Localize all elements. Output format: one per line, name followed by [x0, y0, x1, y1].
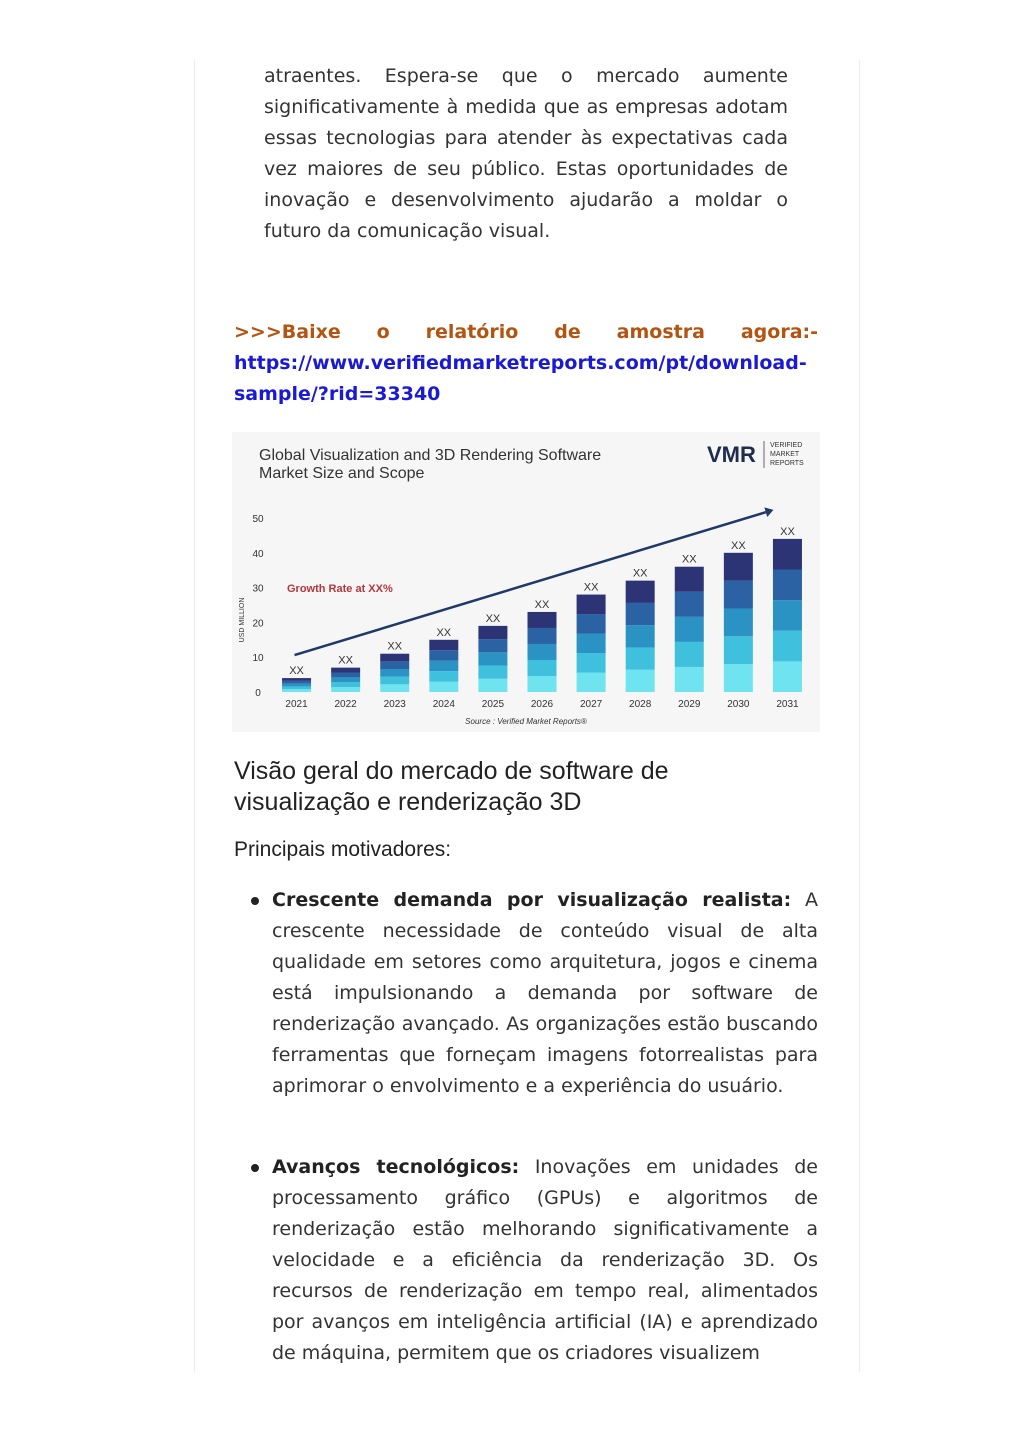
- bar-segment: [626, 581, 655, 603]
- bar-segment: [380, 684, 409, 692]
- bar-segment: [773, 570, 802, 601]
- y-tick-label: 30: [252, 583, 264, 595]
- y-axis-label: USD MILLION: [239, 597, 246, 643]
- list-item-label: Avanços tecnológicos:: [272, 1156, 520, 1178]
- bar-segment: [724, 608, 753, 636]
- bar-data-label: XX: [534, 598, 550, 611]
- bar-segment: [528, 612, 557, 628]
- logo-text-line-2: MARKET: [770, 451, 800, 458]
- bar-segment: [626, 647, 655, 669]
- bar-segment: [724, 553, 753, 581]
- y-tick-label: 40: [252, 548, 264, 560]
- bar-data-label: XX: [338, 654, 353, 667]
- bar-segment: [528, 628, 557, 644]
- bar-segment: [675, 667, 704, 692]
- bar-segment: [724, 636, 753, 664]
- x-tick-label: 2021: [285, 699, 308, 710]
- bar-segment: [282, 678, 311, 681]
- bar-segment: [282, 689, 311, 692]
- x-tick-label: 2030: [727, 699, 750, 710]
- bar-data-label: XX: [289, 665, 304, 678]
- bar-data-label: XX: [436, 626, 452, 639]
- bar-segment: [773, 661, 802, 692]
- x-tick-label: 2026: [530, 699, 554, 710]
- bar-segment: [528, 644, 557, 660]
- bar-segment: [478, 666, 507, 679]
- bar-segment: [675, 567, 704, 592]
- bar-segment: [675, 617, 704, 642]
- bar-segment: [626, 603, 655, 625]
- bar: [626, 581, 655, 692]
- chart-title-line-1: Global Visualization and 3D Rendering Software: [259, 447, 602, 464]
- x-tick-label: 2029: [678, 699, 701, 710]
- bar-data-label: XX: [731, 539, 746, 552]
- x-axis-ticks: [285, 699, 799, 710]
- bar-segment: [429, 661, 458, 671]
- x-tick-label: 2025: [481, 699, 505, 710]
- bar-segment: [478, 652, 507, 665]
- bar-segment: [331, 682, 360, 687]
- y-axis-ticks: [252, 514, 264, 699]
- chart-title-line-2: Market Size and Scope: [259, 465, 425, 482]
- bar-segment: [773, 600, 802, 631]
- bar: [773, 539, 802, 692]
- bar-segment: [724, 664, 753, 692]
- y-tick-label: 20: [252, 618, 264, 630]
- logo-mark: VMR: [707, 442, 756, 467]
- bar-segment: [773, 539, 802, 570]
- bar-segment: [380, 654, 409, 662]
- bar-segment: [675, 592, 704, 617]
- vmr-logo: [707, 441, 804, 468]
- growth-rate-annotation: Growth Rate at XX%: [287, 583, 393, 595]
- bar: [282, 678, 311, 692]
- bar: [380, 654, 409, 692]
- list-item: [234, 1152, 818, 1369]
- bars: [282, 539, 802, 692]
- bar-segment: [282, 686, 311, 689]
- list-item-label: Crescente demanda por visualização realista:: [272, 889, 792, 911]
- bar-segment: [478, 626, 507, 639]
- x-tick-label: 2031: [776, 699, 799, 710]
- y-tick-label: 10: [252, 653, 264, 665]
- list-item-text: Inovações em unidades de processamento gráfico (GPUs) e algoritmos de renderização estão melhorando significativamente a velocidade e a eficiência da renderização 3D. Os recursos de renderização em tempo real, alimentados por avanços em inteligência artificial (IA) e aprendizado de máquina, permitem que os criadores visualizem: [272, 1156, 819, 1364]
- bar-segment: [626, 625, 655, 647]
- bar-data-label: XX: [583, 581, 599, 594]
- bar-segment: [724, 581, 753, 609]
- list-item: [234, 885, 818, 1102]
- bar-data-label: XX: [485, 612, 501, 625]
- bar-segment: [675, 642, 704, 667]
- bar-segment: [331, 668, 360, 673]
- chart-source: Source : Verified Market Reports®: [465, 717, 587, 726]
- logo-text-line-3: REPORTS: [770, 460, 804, 467]
- cta-label: >>>Baixe o relatório de amostra agora:-: [234, 321, 818, 343]
- bar: [528, 612, 557, 692]
- bar-data-label: XX: [780, 525, 795, 538]
- bar-segment: [577, 653, 606, 672]
- bar-segment: [478, 679, 507, 692]
- subsection-title: Principais motivadores:: [234, 838, 452, 861]
- x-tick-label: 2024: [432, 699, 455, 710]
- bar-segment: [429, 650, 458, 660]
- bar-segment: [380, 677, 409, 685]
- bar-segment: [773, 631, 802, 662]
- bar-segment: [380, 661, 409, 669]
- bullet-icon: [251, 1164, 259, 1172]
- x-tick-label: 2027: [579, 699, 603, 710]
- bar: [478, 626, 507, 692]
- bar: [675, 567, 704, 692]
- x-tick-label: 2022: [334, 699, 357, 710]
- x-tick-label: 2023: [383, 699, 406, 710]
- bar: [577, 595, 606, 692]
- bar-segment: [577, 595, 606, 614]
- chart-canvas: [232, 432, 820, 732]
- bar: [429, 640, 458, 692]
- bar-segment: [478, 639, 507, 652]
- y-tick-label: 50: [252, 514, 264, 525]
- bar-data-label: XX: [681, 553, 697, 566]
- x-tick-label: 2028: [629, 699, 652, 710]
- bar-segment: [577, 634, 606, 653]
- bar-segment: [380, 669, 409, 677]
- bar-segment: [331, 673, 360, 678]
- intro-paragraph: atraentes. Espera-se que o mercado aumente significativamente à medida que as empresas adotam essas tecnologias para atender às expectativas cada vez maiores de seu público. Estas oportunidades de inovação e desenvolvimento ajudarão a moldar o futuro da comunicação visual.: [264, 65, 788, 242]
- bar-segment: [528, 676, 557, 692]
- bar-segment: [528, 660, 557, 676]
- bar-data-label: XX: [632, 567, 648, 580]
- bar-segment: [429, 682, 458, 692]
- bar-segment: [626, 670, 655, 692]
- bullet-icon: [251, 897, 259, 905]
- market-size-chart: [232, 432, 820, 732]
- list-item-text: A crescente necessidade de conteúdo visual de alta qualidade em setores como arquitetura, jogos e cinema está impulsionando a demanda por software de renderização avançado. As organizações estão buscando ferramentas que forneçam imagens fotorrealistas para aprimorar o envolvimento e a experiência do usuário.: [272, 889, 818, 1097]
- y-tick-label: 0: [255, 688, 261, 699]
- bar-segment: [429, 640, 458, 650]
- sample-download-link[interactable]: https://www.verifiedmarketreports.com/pt/download-sample/?rid=33340: [234, 352, 807, 405]
- bar-segment: [577, 673, 606, 692]
- bar-segment: [282, 684, 311, 687]
- section-title: Visão geral do mercado de software de visualização e renderização 3D: [234, 757, 669, 816]
- logo-text-line-1: VERIFIED: [770, 442, 803, 449]
- bar-segment: [429, 671, 458, 681]
- bar: [331, 668, 360, 692]
- bar: [724, 553, 753, 692]
- bar-segment: [331, 687, 360, 692]
- bar-segment: [282, 681, 311, 684]
- sample-download-cta: [234, 317, 818, 410]
- bar-segment: [577, 614, 606, 633]
- bar-segment: [331, 677, 360, 682]
- bar-data-label: XX: [387, 640, 403, 653]
